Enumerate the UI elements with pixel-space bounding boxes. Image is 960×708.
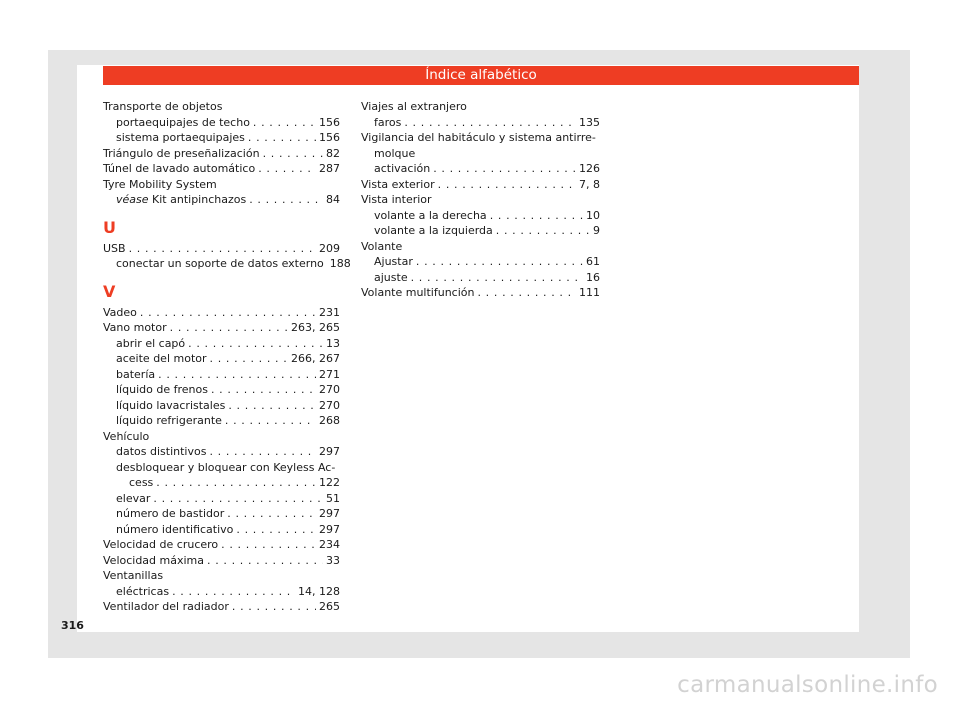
index-entry xyxy=(103,305,340,321)
index-entry xyxy=(361,270,600,286)
index-entry xyxy=(103,241,340,257)
entry-page: 270 xyxy=(319,383,340,396)
entry-page: 126 xyxy=(579,162,600,175)
index-entry xyxy=(103,584,340,600)
entry-page: 263, 265 xyxy=(291,321,340,334)
index-entry xyxy=(103,599,340,615)
entry-label: número de bastidor xyxy=(116,507,225,520)
index-entry xyxy=(103,506,340,522)
entry-label: activación xyxy=(374,162,431,175)
index-heading-entry: Vehículo xyxy=(103,429,150,443)
entry-page: 265 xyxy=(319,600,340,613)
entry-page: 271 xyxy=(319,367,340,381)
entry-label: Ventilador del radiador xyxy=(103,600,229,613)
entry-label: volante a la izquierda xyxy=(374,224,493,237)
entry-label: portaequipajes de techo xyxy=(116,115,250,129)
index-heading-continuation: molque xyxy=(374,146,416,160)
entry-label: conectar un soporte de datos externo xyxy=(116,257,324,270)
index-entry xyxy=(103,256,351,272)
entry-page: 297 xyxy=(319,507,340,520)
entry-label: volante a la derecha xyxy=(374,208,487,222)
index-heading-entry: Volante xyxy=(361,239,403,253)
entry-page: 297 xyxy=(319,522,340,536)
see-reference: véase xyxy=(116,193,149,206)
index-entry xyxy=(103,382,340,398)
index-entry xyxy=(103,367,340,383)
entry-label: eléctricas xyxy=(116,584,170,598)
entry-label: ajuste xyxy=(374,270,408,284)
page-number: 316 xyxy=(61,619,84,632)
entry-page: 268 xyxy=(319,414,340,427)
entry-label: Velocidad máxima xyxy=(103,553,205,567)
index-entry xyxy=(103,537,340,553)
entry-label: faros xyxy=(374,115,402,129)
entry-label: Vista exterior xyxy=(361,177,435,191)
index-entry xyxy=(103,491,340,507)
entry-label: aceite del motor xyxy=(116,352,207,365)
entry-page: 209 xyxy=(319,241,340,255)
index-entry xyxy=(103,146,340,162)
entry-page: 135 xyxy=(579,115,600,129)
index-entry xyxy=(103,444,340,460)
entry-page: 270 xyxy=(319,398,340,412)
entry-page: 33 xyxy=(326,553,340,567)
index-heading-entry: Vista interior xyxy=(361,193,432,206)
entry-page: 231 xyxy=(319,305,340,319)
entry-label: datos distintivos xyxy=(116,445,207,458)
index-entry xyxy=(361,285,600,301)
entry-page: 266, 267 xyxy=(291,352,340,365)
entry-label: Vadeo xyxy=(103,305,137,319)
entry-label: Vano motor xyxy=(103,321,167,334)
index-entry xyxy=(103,336,340,352)
entry-page: 61 xyxy=(586,255,600,268)
entry-label: Triángulo de preseñalización xyxy=(103,146,260,160)
watermark: carmanualsonline.info xyxy=(677,672,938,698)
entry-page: 51 xyxy=(326,491,340,505)
index-entry xyxy=(103,115,340,131)
entry-label: abrir el capó xyxy=(116,336,186,350)
index-entry xyxy=(103,553,340,569)
entry-label: número identificativo xyxy=(116,522,234,536)
index-entry xyxy=(103,161,340,177)
entry-page: 156 xyxy=(319,131,340,144)
entry-page: 287 xyxy=(319,162,340,175)
entry-page: 10 xyxy=(586,208,600,222)
entry-label: Ajustar xyxy=(374,255,413,268)
index-entry xyxy=(361,254,600,270)
entry-label: USB xyxy=(103,241,126,255)
index-heading-entry: Vigilancia del habitáculo y sistema antirre- xyxy=(361,131,596,144)
entry-page: 111 xyxy=(579,286,600,299)
entry-page: 122 xyxy=(319,476,340,489)
entry-label: elevar xyxy=(116,491,151,505)
index-entry xyxy=(103,130,340,146)
index-entry xyxy=(103,351,340,367)
entry-page: 7, 8 xyxy=(579,177,600,191)
entry-page: 156 xyxy=(319,115,340,129)
letter-heading-u: U xyxy=(103,217,116,237)
index-heading-entry: Transporte de objetos xyxy=(103,100,223,113)
section-header: Índice alfabético xyxy=(103,66,859,85)
index-column-right xyxy=(361,99,600,301)
index-heading-entry: Ventanillas xyxy=(103,569,164,582)
entry-label: Velocidad de crucero xyxy=(103,538,219,551)
entry-label: batería xyxy=(116,367,156,381)
index-entry xyxy=(103,413,340,429)
index-entry xyxy=(361,161,600,177)
entry-label: líquido de frenos xyxy=(116,383,208,396)
entry-page: 188 xyxy=(329,257,351,270)
entry-page: 16 xyxy=(586,270,600,284)
letter-heading-v: V xyxy=(103,281,116,301)
index-heading-entry: Tyre Mobility System xyxy=(103,177,217,191)
index-heading-entry: Viajes al extranjero xyxy=(361,100,467,113)
entry-label: líquido refrigerante xyxy=(116,414,222,427)
index-entry xyxy=(361,223,600,239)
entry-label: cess xyxy=(129,476,154,489)
index-entry xyxy=(103,320,340,336)
index-entry xyxy=(361,208,600,224)
entry-label: Túnel de lavado automático xyxy=(103,162,256,175)
entry-page: 297 xyxy=(319,445,340,458)
index-entry xyxy=(361,177,600,193)
entry-page: 82 xyxy=(326,146,340,160)
entry-label: líquido lavacristales xyxy=(116,398,226,412)
entry-page: 234 xyxy=(319,538,340,551)
entry-page: 84 xyxy=(326,193,340,206)
entry-page: 9 xyxy=(593,224,600,237)
index-entry-wrapped: desbloquear y bloquear con Keyless Ac- xyxy=(116,460,336,474)
index-entry xyxy=(103,398,340,414)
index-entry xyxy=(103,475,340,491)
index-entry xyxy=(103,522,340,538)
entry-label: sistema portaequipajes xyxy=(116,131,245,144)
index-entry xyxy=(361,115,600,131)
index-column-left xyxy=(103,99,351,615)
entry-label: Kit antipinchazos xyxy=(152,193,247,206)
entry-label: Volante multifunción xyxy=(361,286,475,299)
index-entry xyxy=(103,192,340,208)
entry-page: 14, 128 xyxy=(298,584,340,598)
entry-page: 13 xyxy=(326,336,340,350)
